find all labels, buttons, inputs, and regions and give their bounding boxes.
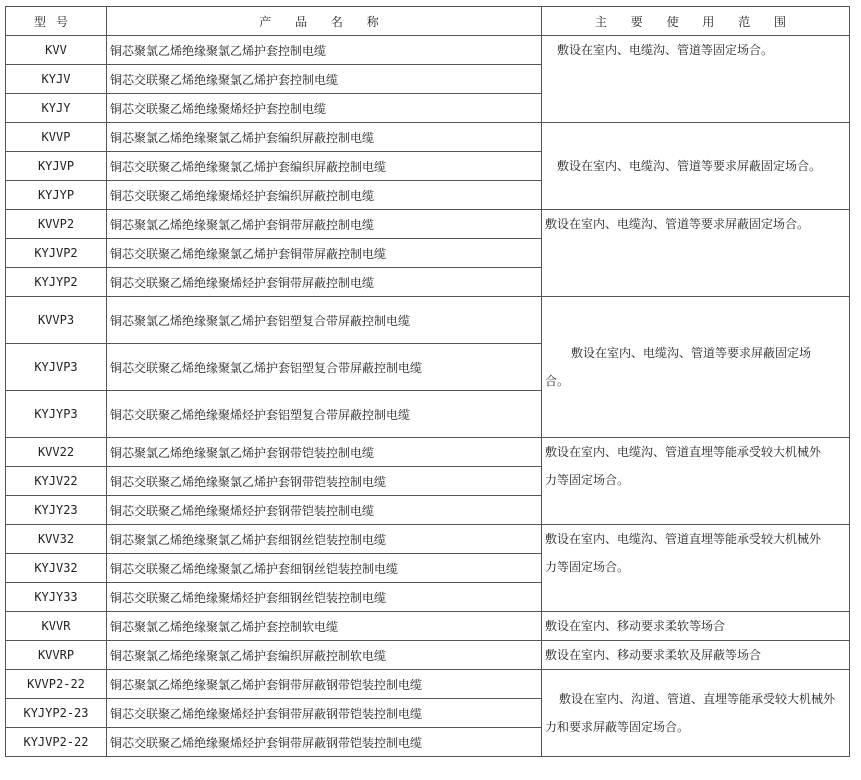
name-cell: 铜芯聚氯乙烯绝缘聚氯乙烯护套控制电缆: [107, 36, 542, 65]
name-cell: 铜芯聚氯乙烯绝缘聚氯乙烯护套铝塑复合带屏蔽控制电缆: [107, 297, 542, 344]
table-row: [6, 36, 850, 65]
usage-cell: [542, 297, 850, 438]
table-row: [6, 297, 850, 344]
name-cell: 铜芯聚氯乙烯绝缘聚氯乙烯护套细钢丝铠装控制电缆: [107, 525, 542, 554]
header-usage: 主 要 使 用 范 围: [542, 7, 850, 36]
model-cell: KVV22: [6, 438, 107, 467]
usage-cell: [542, 641, 850, 670]
usage-text-line1: 敷设在室内、沟道、管道、直埋等能承受较大机械外: [559, 692, 836, 706]
name-cell: 铜芯交联聚乙烯绝缘聚烯烃护套铝塑复合带屏蔽控制电缆: [107, 391, 542, 438]
header-model: 型号: [6, 7, 107, 36]
model-cell: KVVR: [6, 612, 107, 641]
model-cell: KVVP2: [6, 210, 107, 239]
model-cell: KYJV32: [6, 554, 107, 583]
header-name: 产 品 名 称: [107, 7, 542, 36]
model-cell: KYJYP2: [6, 268, 107, 297]
name-cell: 铜芯聚氯乙烯绝缘聚氯乙烯护套编织屏蔽控制软电缆: [107, 641, 542, 670]
name-cell: 铜芯交联聚乙烯绝缘聚烯烃护套控制电缆: [107, 94, 542, 123]
name-cell: 铜芯聚氯乙烯绝缘聚氯乙烯护套控制软电缆: [107, 612, 542, 641]
model-cell: KVVP2-22: [6, 670, 107, 699]
model-cell: KYJY: [6, 94, 107, 123]
table-row: [6, 438, 850, 467]
usage-text: 敷设在室内、电缆沟、管道等要求屏蔽固定场合。: [557, 159, 822, 173]
name-cell: 铜芯交联聚乙烯绝缘聚烯烃护套细钢丝铠装控制电缆: [107, 583, 542, 612]
model-cell: KYJVP3: [6, 344, 107, 391]
name-cell: 铜芯交联聚乙烯绝缘聚烯烃护套铜带屏蔽钢带铠装控制电缆: [107, 728, 542, 757]
name-cell: 铜芯交联聚乙烯绝缘聚氯乙烯护套钢带铠装控制电缆: [107, 467, 542, 496]
model-cell: KVVP3: [6, 297, 107, 344]
model-cell: KYJV22: [6, 467, 107, 496]
usage-cell: [542, 670, 850, 757]
name-cell: 铜芯交联聚乙烯绝缘聚氯乙烯护套铜带屏蔽控制电缆: [107, 239, 542, 268]
usage-text-line2: 力等固定场合。: [545, 473, 630, 487]
table-row: [6, 670, 850, 699]
model-cell: KYJYP: [6, 181, 107, 210]
model-cell: KVV32: [6, 525, 107, 554]
usage-cell: [542, 438, 850, 525]
table-row: [6, 641, 850, 670]
usage-text-line2: 合。: [545, 374, 570, 388]
usage-text: 敷设在室内、电缆沟、管道等要求屏蔽固定场合。: [545, 217, 810, 231]
model-cell: KYJY33: [6, 583, 107, 612]
model-cell: KYJVP2-22: [6, 728, 107, 757]
name-cell: 铜芯交联聚乙烯绝缘聚烯烃护套编织屏蔽控制电缆: [107, 181, 542, 210]
name-cell: 铜芯交联聚乙烯绝缘聚氯乙烯护套细钢丝铠装控制电缆: [107, 554, 542, 583]
usage-cell: [542, 123, 850, 210]
model-cell: KYJYP3: [6, 391, 107, 438]
usage-text-line2: 力和要求屏蔽等固定场合。: [545, 720, 690, 734]
usage-text: 敷设在室内、电缆沟、管道等固定场合。: [557, 43, 774, 57]
name-cell: 铜芯交联聚乙烯绝缘聚氯乙烯护套控制电缆: [107, 65, 542, 94]
name-cell: 铜芯交联聚乙烯绝缘聚氯乙烯护套编织屏蔽控制电缆: [107, 152, 542, 181]
name-cell: 铜芯交联聚乙烯绝缘聚烯烃护套铜带屏蔽钢带铠装控制电缆: [107, 699, 542, 728]
model-cell: KYJY23: [6, 496, 107, 525]
table-row: [6, 525, 850, 554]
usage-text: 敷设在室内、移动要求柔软等场合: [545, 619, 726, 633]
name-cell: 铜芯交联聚乙烯绝缘聚烯烃护套铜带屏蔽控制电缆: [107, 268, 542, 297]
usage-text-line1: 敷设在室内、电缆沟、管道直埋等能承受较大机械外: [545, 445, 822, 459]
usage-cell: [542, 210, 850, 297]
name-cell: 铜芯聚氯乙烯绝缘聚氯乙烯护套铜带屏蔽钢带铠装控制电缆: [107, 670, 542, 699]
usage-cell: [542, 36, 850, 123]
usage-cell: [542, 612, 850, 641]
model-cell: KYJYP2-23: [6, 699, 107, 728]
model-cell: KYJVP2: [6, 239, 107, 268]
usage-text: 敷设在室内、移动要求柔软及屏蔽等场合: [545, 648, 762, 662]
name-cell: 铜芯聚氯乙烯绝缘聚氯乙烯护套铜带屏蔽控制电缆: [107, 210, 542, 239]
table-header-row: [6, 7, 850, 36]
name-cell: 铜芯交联聚乙烯绝缘聚氯乙烯护套铝塑复合带屏蔽控制电缆: [107, 344, 542, 391]
model-cell: KVV: [6, 36, 107, 65]
usage-text-line1: 敷设在室内、电缆沟、管道直埋等能承受较大机械外: [545, 532, 822, 546]
usage-cell: [542, 525, 850, 612]
table-row: [6, 210, 850, 239]
model-cell: KYJVP: [6, 152, 107, 181]
table-row: [6, 123, 850, 152]
name-cell: 铜芯聚氯乙烯绝缘聚氯乙烯护套编织屏蔽控制电缆: [107, 123, 542, 152]
name-cell: 铜芯聚氯乙烯绝缘聚氯乙烯护套钢带铠装控制电缆: [107, 438, 542, 467]
cable-spec-table: [5, 6, 850, 757]
name-cell: 铜芯交联聚乙烯绝缘聚烯烃护套钢带铠装控制电缆: [107, 496, 542, 525]
usage-text-line1: 敷设在室内、电缆沟、管道等要求屏蔽固定场: [571, 346, 812, 360]
model-cell: KVVP: [6, 123, 107, 152]
usage-text-line2: 力等固定场合。: [545, 560, 630, 574]
model-cell: KYJV: [6, 65, 107, 94]
table-row: [6, 612, 850, 641]
model-cell: KVVRP: [6, 641, 107, 670]
